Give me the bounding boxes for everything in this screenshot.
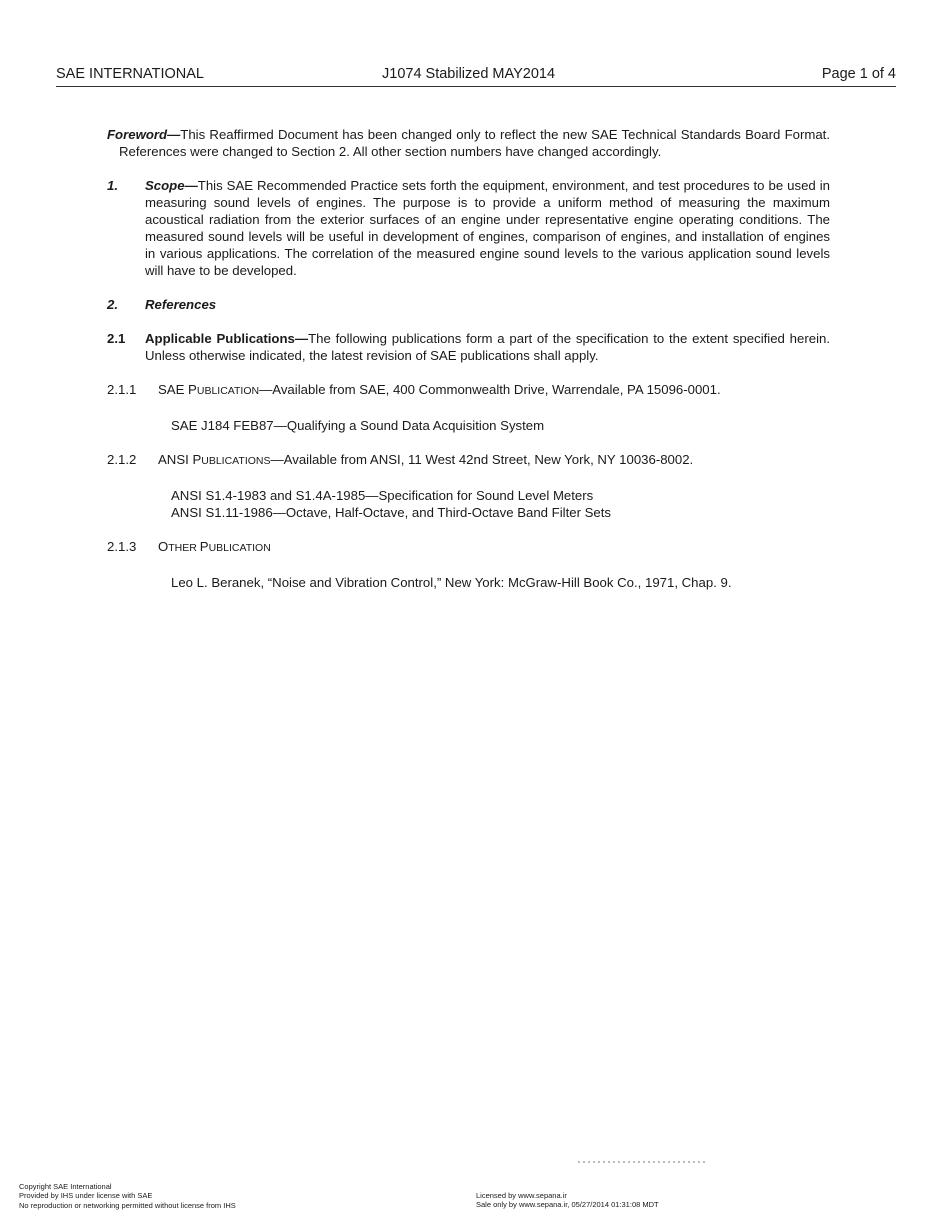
references-number: 2.	[107, 297, 118, 312]
applicable-text: The following publications form a part of the specification to the extent specified herein. Unless otherwise indicated, the latest revision of SAE publications shall apply.	[145, 331, 830, 363]
references-title: References	[145, 297, 217, 312]
applicable-number: 2.1	[107, 331, 126, 346]
foreword-text: This Reaffirmed Document has been changed only to reflect the new SAE Technical Standards Board Format. References were changed to Section 2. All other section numbers have changed accordingly.	[119, 127, 830, 159]
footer-line: Provided by IHS under license with SAE	[19, 1191, 153, 1201]
foreword-paragraph	[107, 126, 830, 160]
footer-line: Sale only by www.sepana.ir, 05/27/2014 01:31:08 MDT	[476, 1200, 659, 1210]
ansi-publications-section	[107, 451, 830, 470]
applicable-label: Applicable Publications—	[145, 331, 309, 346]
footer-license	[476, 1191, 659, 1210]
sae-pub-number: 2.1.1	[107, 382, 137, 397]
other-pub-number: 2.1.3	[107, 539, 137, 554]
ansi-pub-number: 2.1.2	[107, 452, 137, 467]
other-publication-section	[107, 538, 830, 557]
scan-artifact-divider	[578, 1161, 708, 1163]
scope-text: This SAE Recommended Practice sets forth the equipment, environment, and test procedures to be used in measuring sound levels of engines. The purpose is to provide a uniform method of measuring the maximum acoustical radiation from the exterior surfaces of an engine under representative engine operating conditions. The measured sound levels will be useful in development of engines, comparison of engines, and installation of engines in various applications. The correlation of the measured engine sound levels to the various application sound levels will have to be developed.	[145, 178, 830, 278]
header-org: SAE INTERNATIONAL	[56, 66, 204, 82]
ansi-pub-text: —Available from ANSI, 11 West 42nd Street, New York, NY 10036-8002.	[270, 452, 694, 467]
other-pub-heading: OTHER PUBLICATION	[158, 539, 271, 554]
header-page-number: Page 1 of 4	[821, 66, 896, 82]
sae-pub-heading: SAE PUBLICATION	[158, 382, 260, 397]
applicable-publications-section	[107, 330, 830, 364]
footer-line: No reproduction or networking permitted without license from IHS	[19, 1200, 236, 1210]
scope-section	[107, 177, 830, 279]
ansi-pub-item: ANSI S1.11-1986—Octave, Half-Octave, and Third-Octave Band Filter Sets	[171, 505, 612, 520]
references-heading	[107, 296, 830, 313]
foreword-label: Foreword—	[107, 127, 181, 142]
footer-copyright	[19, 1182, 236, 1210]
sae-pub-item: SAE J184 FEB87—Qualifying a Sound Data Acquisition System	[171, 418, 545, 433]
sae-pub-text: —Available from SAE, 400 Commonwealth Drive, Warrendale, PA 15096-0001.	[259, 382, 721, 397]
ansi-pub-heading: ANSI PUBLICATIONS	[158, 452, 271, 467]
ansi-pub-item: ANSI S1.4-1983 and S1.4A-1985—Specification for Sound Level Meters	[171, 488, 594, 503]
header-doc-id: J1074 Stabilized MAY2014	[382, 66, 556, 82]
scope-label: Scope—	[145, 178, 198, 193]
scope-number: 1.	[107, 178, 118, 193]
other-pub-item: Leo L. Beranek, “Noise and Vibration Control,” New York: McGraw-Hill Book Co., 1971, Chap. 9.	[171, 575, 732, 590]
footer-line: Licensed by www.sepana.ir	[476, 1191, 567, 1200]
document-body	[107, 126, 830, 591]
footer-line: Copyright SAE International	[19, 1182, 112, 1191]
sae-publication-section	[107, 381, 830, 400]
page-header	[56, 66, 896, 87]
